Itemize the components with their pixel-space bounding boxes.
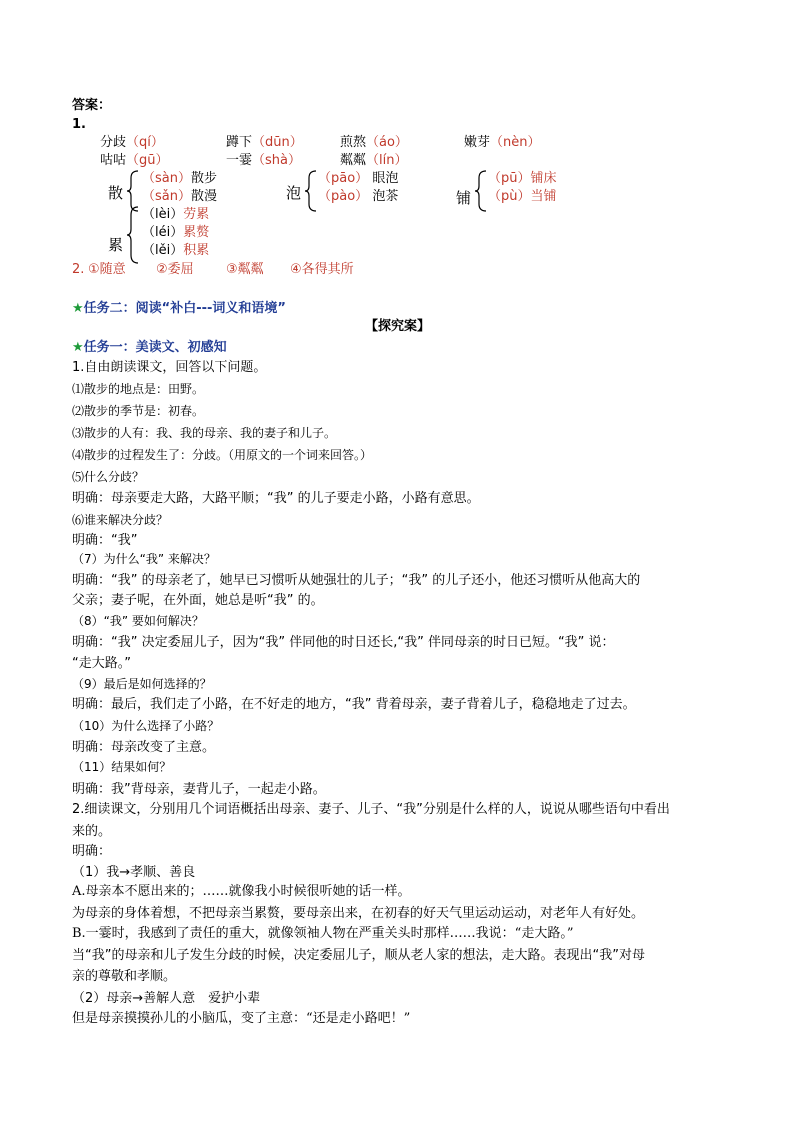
text-line: 亲的尊敬和孝顺。 [72, 969, 177, 984]
task2-title: ★任务二：阅读“补白---词义和语境” [72, 301, 286, 316]
text-line: 明确：母亲改变了主意。 [72, 740, 216, 755]
text-line: （8）“我” 要如何解决？ [72, 614, 204, 628]
answer-number-2: 2. [72, 262, 85, 277]
text-line: （7）为什么“我” 来解决？ [72, 552, 216, 566]
text-line: ⑷散步的过程发生了：分歧。（用原文的一个词来回答。） [72, 448, 373, 462]
text-line: （11）结果如何？ [72, 760, 172, 774]
text-line: 明确：我”背母亲，妻背儿子，一起走小路。 [72, 782, 326, 797]
pinyin-item: 分歧（qí） [100, 135, 164, 150]
brace-icon [126, 206, 140, 264]
text-line: 但是母亲摸摸孙儿的小脑瓜，变了主意：“还是走小路吧！” [72, 1011, 411, 1026]
pinyin-item: 煎熬（áo） [340, 135, 408, 150]
text-line: 明确：最后，我们走了小路，在不好走的地方，“我” 背着母亲，妻子背着儿子，稳稳地走了过去。 [72, 697, 636, 712]
polyphone-reading: （pū）铺床 [488, 171, 557, 186]
text-line: 父亲；妻子呢，在外面，她总是听“我” 的。 [72, 593, 324, 608]
text-line: ⑴散步的地点是：田野。 [72, 382, 205, 396]
polyphone-char: 累 [108, 236, 124, 254]
polyphone-char: 散 [108, 184, 124, 202]
pinyin-item: 蹲下（dūn） [226, 135, 303, 150]
text-line: 明确： [72, 844, 112, 859]
text-line: 明确：“我” 的母亲老了，她早已习惯听从她强壮的儿子；“我” 的儿子还小，他还习惯听从他高大的 [72, 573, 641, 588]
pinyin-item: 咕咕（gū） [100, 153, 169, 168]
text-line: （10）为什么选择了小路？ [72, 719, 220, 733]
text-line: （9）最后是如何选择的？ [72, 677, 212, 691]
text-line: 2.细读课文，分别用几个词语概括出母亲、妻子、儿子、“我”分别是什么样的人，说说从哪些语句中看出 [72, 802, 670, 817]
polyphone-char: 铺 [456, 189, 472, 207]
brace-icon [304, 170, 318, 212]
text-line: A.母亲本不愿出来的；……就像我小时候很听她的话一样。 [72, 884, 411, 899]
text-line: （2）母亲→善解人意 爱护小辈 [72, 991, 261, 1006]
answer-item: ①随意 [88, 262, 126, 277]
polyphone-reading: （sàn）散步 [142, 171, 217, 186]
answer-number-1: 1. [72, 117, 86, 132]
explore-title: 【探究案】 [365, 319, 431, 334]
answer-heading: 答案： [72, 98, 112, 113]
text-line: 当“我”的母亲和儿子发生分歧的时候，决定委屈儿子，顺从老人家的想法，走大路。表现出“我”对母 [72, 948, 645, 963]
text-line: ⑸什么分歧？ [72, 470, 145, 484]
answer-item: ④各得其所 [290, 262, 354, 277]
pinyin-item: 粼粼（lín） [340, 153, 408, 168]
pinyin-item: 一霎（shà） [226, 153, 301, 168]
question-intro: 1.自由朗读课文，回答以下问题。 [72, 360, 267, 375]
text-line: ⑶散步的人有：我、我的母亲、我的妻子和儿子。 [72, 426, 337, 440]
polyphone-reading: （lèi）劳累 [142, 207, 210, 222]
text-line: 明确：母亲要走大路，大路平顺；“我” 的儿子要走小路，小路有意思。 [72, 491, 480, 506]
text-line: ⑵散步的季节是：初春。 [72, 404, 205, 418]
text-line: B.一霎时，我感到了责任的重大，就像领袖人物在严重关头时那样……我说：“走大路。” [72, 926, 574, 941]
text-line: “走大路。” [72, 656, 131, 671]
pinyin-item: 嫩芽（nèn） [464, 135, 541, 150]
text-line: （1）我→孝顺、善良 [72, 865, 196, 880]
text-line: 来的。 [72, 824, 112, 839]
polyphone-char: 泡 [286, 184, 302, 202]
text-line: ⑹谁来解决分歧？ [72, 513, 169, 527]
polyphone-reading: （sǎn）散漫 [142, 189, 217, 204]
polyphone-reading: （lěi）积累 [142, 243, 210, 258]
answer-item: ③粼粼 [226, 262, 264, 277]
text-line: 明确：“我” 决定委屈儿子，因为“我” 伴同他的时日还长,“我” 伴同母亲的时日已短。“我” 说： [72, 635, 615, 650]
text-line: 明确：“我” [72, 533, 138, 548]
polyphone-reading: （pào） 泡茶 [318, 189, 399, 204]
answer-item: ②委屈 [156, 262, 194, 277]
polyphone-reading: （pù）当铺 [488, 189, 557, 204]
polyphone-reading: （léi）累赘 [142, 225, 210, 240]
brace-icon [474, 170, 488, 212]
text-line: 为母亲的身体着想，不把母亲当累赘，要母亲出来，在初春的好天气里运动运动，对老年人有好处。 [72, 906, 645, 921]
task1-title: ★任务一：美读文、初感知 [72, 340, 227, 355]
polyphone-reading: （pāo） 眼泡 [318, 171, 399, 186]
